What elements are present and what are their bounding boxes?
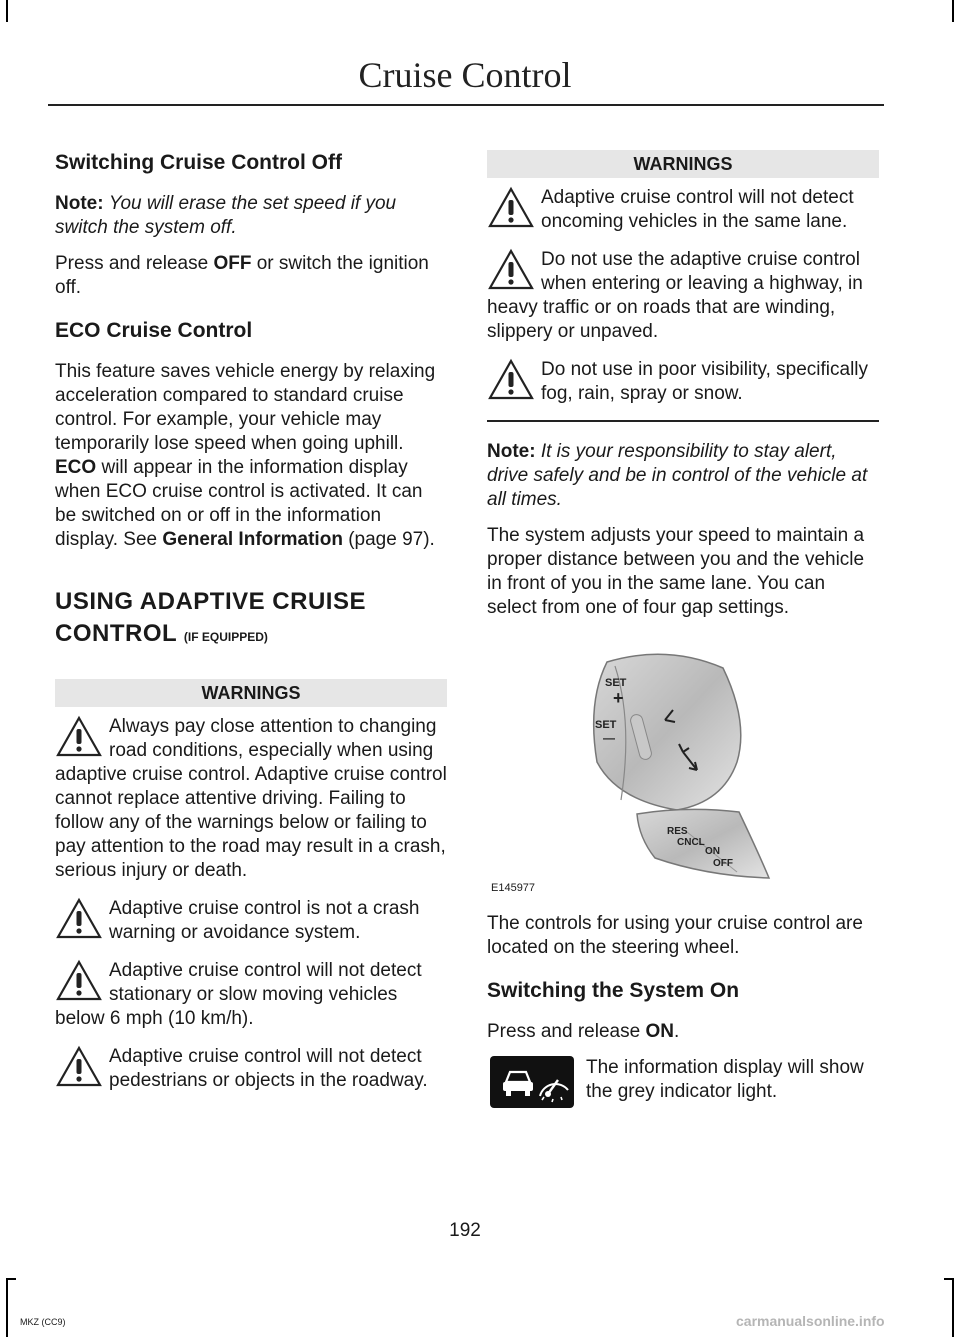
press-pre: Press and release [55,253,209,274]
warning-triangle-icon [487,186,535,230]
warning-item [55,959,447,1031]
page-title: Cruise Control [358,55,572,95]
warning-item [487,248,879,344]
minus-symbol: — [603,731,615,745]
watermark: carmanualsonline.info [736,1313,885,1329]
adaptive-cruise-indicator-icon [490,1056,574,1108]
warnings-end-rule [487,420,879,422]
switch-on-heading: Switching the System On [487,979,740,1002]
warning-text: Adaptive cruise control is not a crash warning or avoidance system. [109,898,420,943]
eco-heading: ECO Cruise Control [55,319,253,342]
warning-text: Adaptive cruise control will not detect oncoming vehicles in the same lane. [541,187,854,232]
crop-mark-bl-h [6,1278,16,1280]
figure-code: E145977 [491,882,536,894]
warning-text: Adaptive cruise control will not detect pedestrians or objects in the roadway. [109,1046,428,1091]
steering-wheel-controls-figure [487,632,879,902]
note-label: Note: [55,193,104,214]
system-paragraph: The system adjusts your speed to maintain a proper distance between you and the vehicle in front of you in the same lane. You can select from one of four gap settings. [487,525,865,618]
warning-text: Always pay close attention to changing road conditions, especially when using adaptive cruise control. Adaptive cruise control cannot replace attentive driving. Failing to follow any of the warnings below or failing to pay attention to the road may result in a crash, serious injury or death. [55,716,447,881]
title-rule [48,104,884,106]
set-minus-label: SET [595,719,617,731]
warning-item [55,897,447,945]
model-code: MKZ (CC9) [20,1317,66,1327]
warning-triangle-icon [55,1045,103,1089]
warning-item [487,358,879,406]
controls-paragraph: The controls for using your cruise control are located on the steering wheel. [487,913,863,958]
note-erase [55,192,447,240]
right-column [487,150,879,1108]
crop-mark-tl-v [6,0,8,22]
switch-off-heading: Switching Cruise Control Off [55,151,342,174]
on-label: ON [705,846,720,857]
note-responsibility [487,440,879,512]
crop-mark-br-h [944,1278,954,1280]
warning-text: Do not use in poor visibility, specifically fog, rain, spray or snow. [541,359,869,404]
indicator-text: The information display will show the grey indicator light. [586,1057,864,1102]
warning-triangle-icon [55,959,103,1003]
warning-triangle-icon [487,248,535,292]
press-on-post: . [673,1021,680,1042]
eco-page-ref: (page 97). [348,529,435,550]
warning-item [55,1045,447,1093]
crop-mark-tr-v [952,0,954,22]
press-on-pre: Press and release [487,1021,641,1042]
acc-heading-1: USING ADAPTIVE CRUISE [55,588,366,615]
crop-mark-bl-v [6,1278,8,1337]
eco-text-2: will appear in the information display when ECO cruise control is activated. It can be switched on or off in the information display. See [55,457,423,550]
warnings-header-left: WARNINGS [55,679,447,707]
note-label: Note: [487,441,536,462]
eco-paragraph [55,360,447,552]
warning-text: Adaptive cruise control will not detect stationary or slow moving vehicles below 6 mph (10 km/h). [55,960,422,1029]
warning-triangle-icon [487,358,535,402]
off-keyword: OFF [213,253,252,274]
eco-keyword: ECO [55,457,97,478]
cncl-label: CNCL [677,837,705,848]
off-label: OFF [713,858,733,869]
crop-mark-br-v [952,1278,954,1337]
warning-triangle-icon [55,897,103,941]
page-number: 192 [449,1220,481,1241]
press-off-paragraph [55,252,447,300]
plus-symbol: + [613,688,624,708]
note-text: You will erase the set speed if you switch the system off. [55,193,397,238]
general-information-link[interactable]: General Information [162,529,343,550]
press-post: or switch the ignition off. [55,253,429,298]
indicator-block [487,1056,879,1108]
on-keyword: ON [645,1021,674,1042]
acc-heading-small: (IF EQUIPPED) [183,630,268,644]
acc-heading-2 [55,618,447,653]
note-text: It is your responsibility to stay alert, drive safely and be in control of the vehicle at all times. [487,441,868,510]
warnings-header-right: WARNINGS [487,150,879,178]
left-column [55,150,447,1107]
warning-text: Do not use the adaptive cruise control when entering or leaving a highway, in heavy traffic or on roads that are winding, slippery or unpaved. [487,249,863,342]
warning-item [55,715,447,883]
warning-triangle-icon [55,715,103,759]
eco-text-1: This feature saves vehicle energy by relaxing acceleration compared to standard cruise control. For example, your vehicle may temporarily lose speed when going uphill. [55,361,436,454]
acc-heading-word: CONTROL [55,620,177,647]
res-label: RES [667,826,688,837]
warning-item [487,186,879,234]
set-plus-label: SET [605,677,627,689]
steering-controls-illustration [487,632,879,902]
press-on-paragraph [487,1020,879,1044]
